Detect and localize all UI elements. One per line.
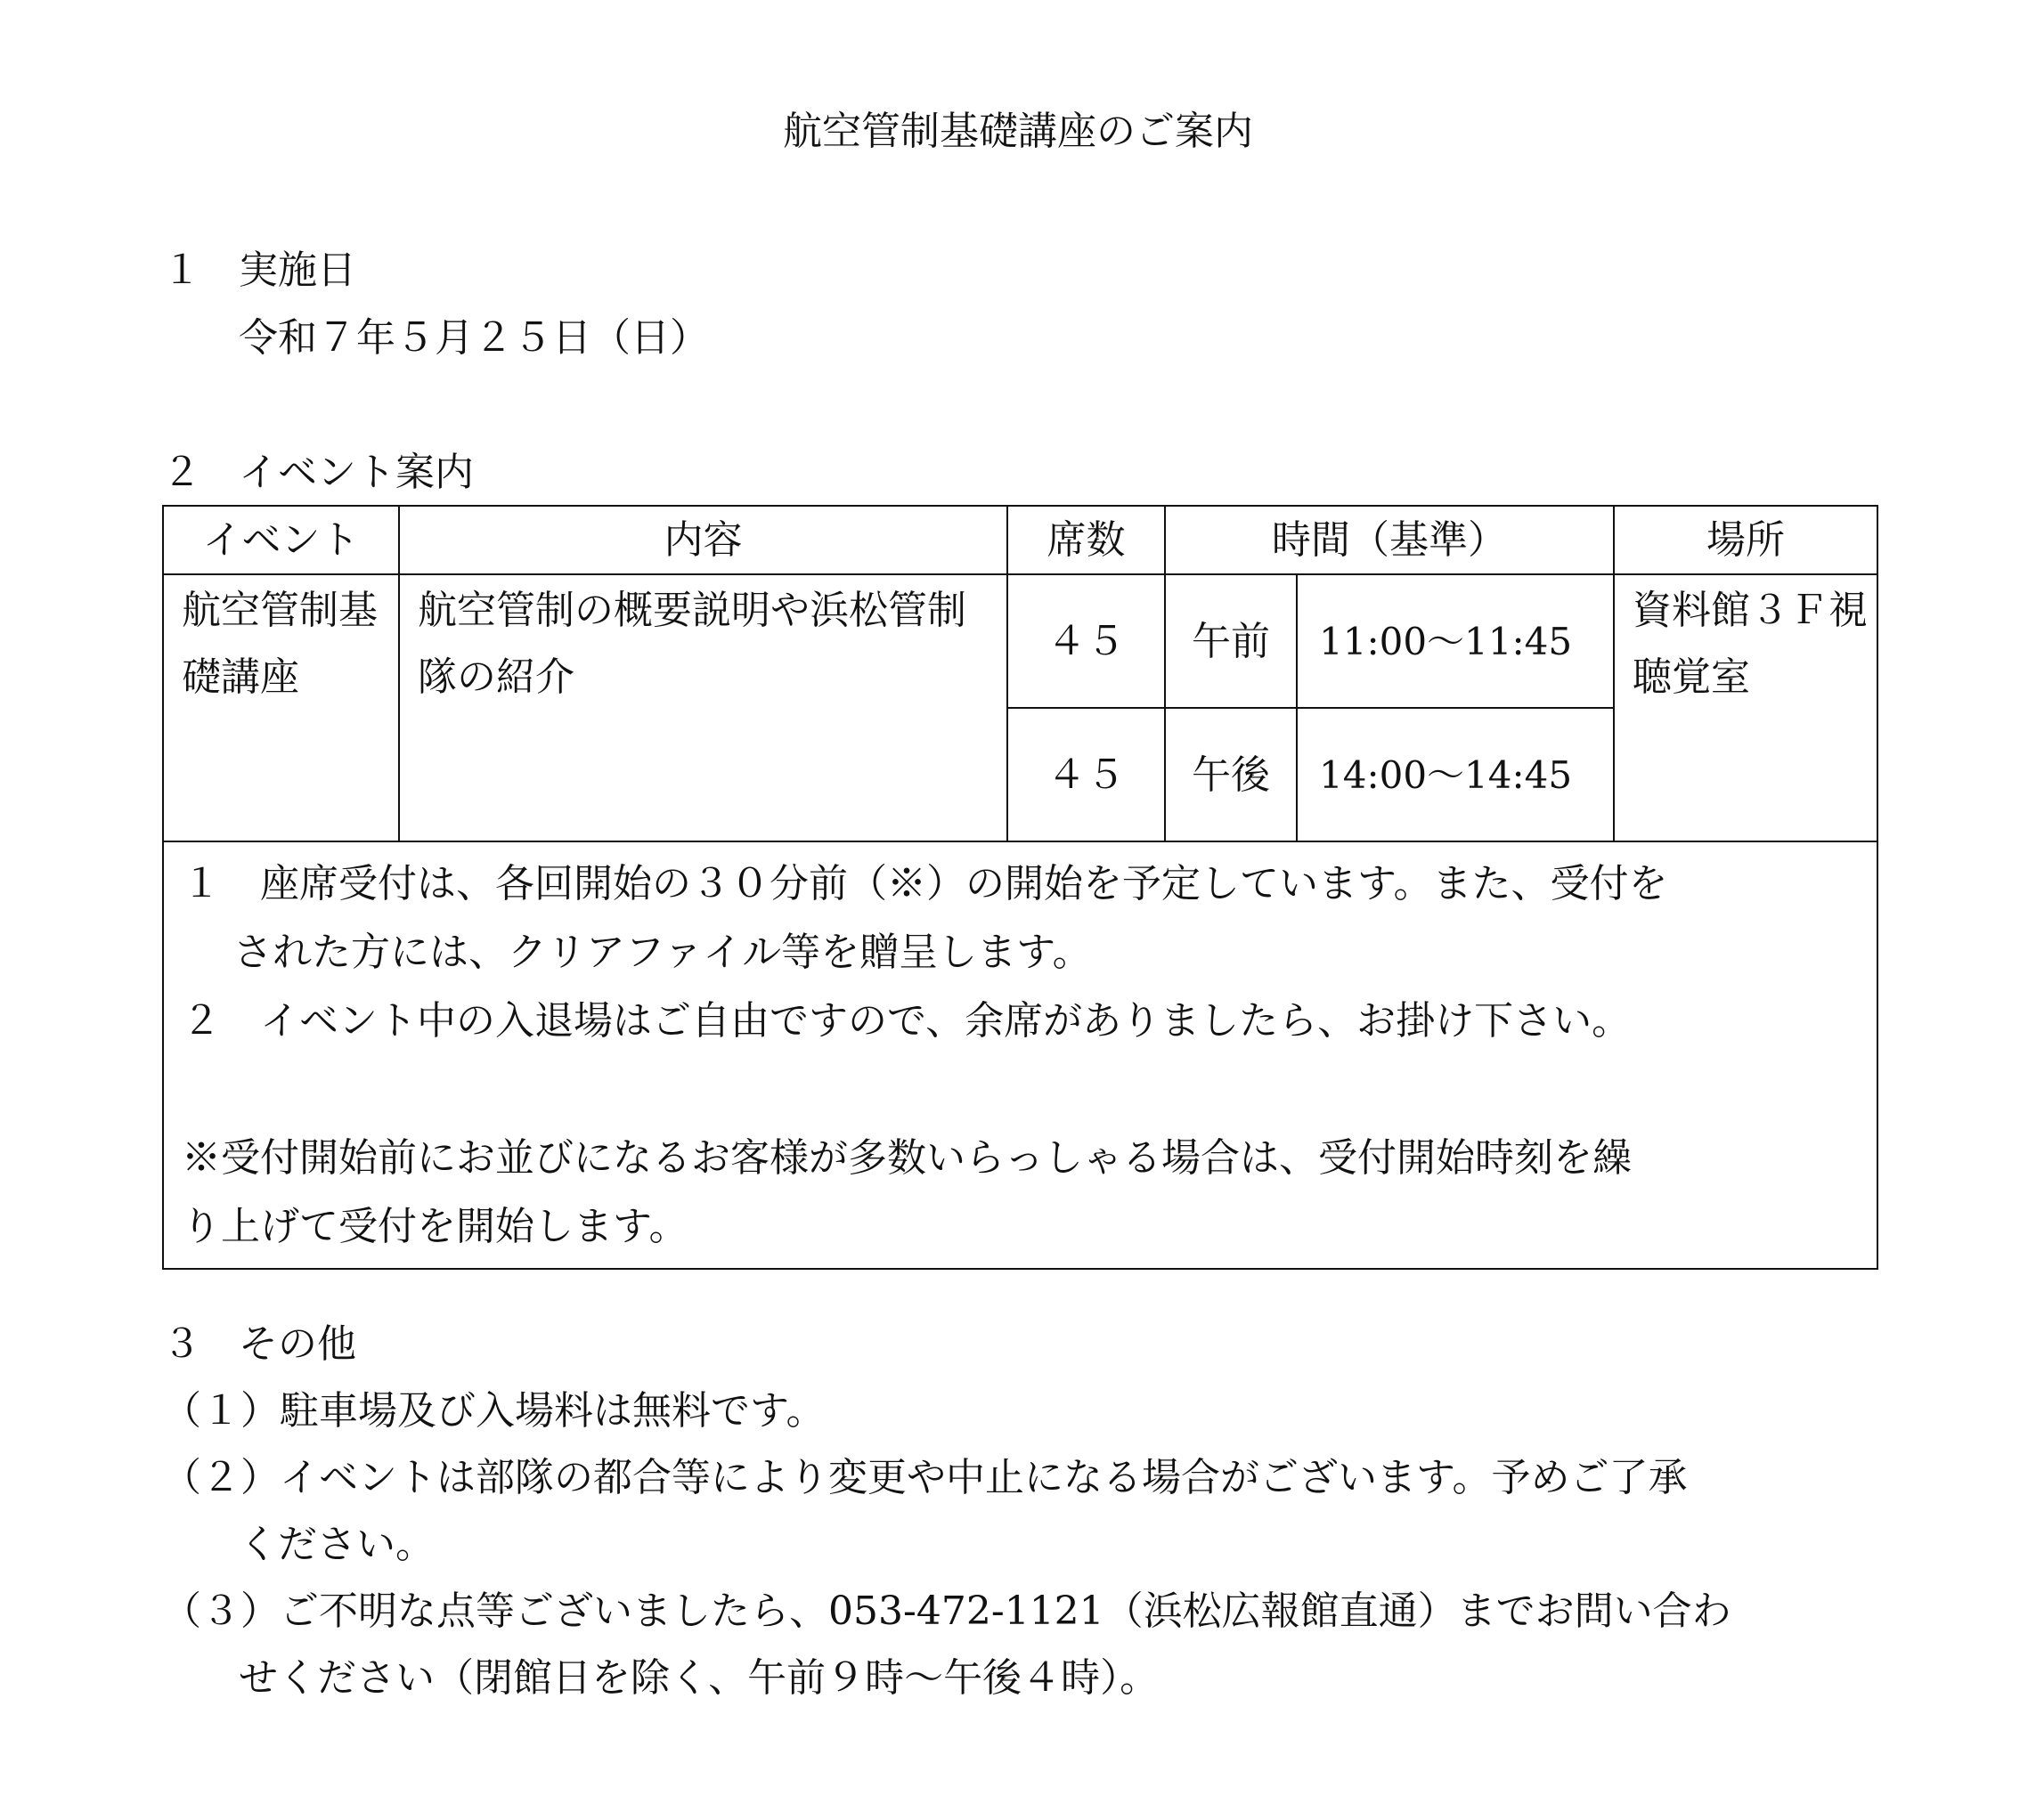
table-row [163, 574, 1877, 708]
time-cell: 11:00～11:45 [1297, 574, 1614, 708]
notes-cell [163, 841, 1877, 1269]
note-1-line-2: された方には、クリアファイル等を贈呈します。 [233, 930, 1092, 975]
section3-number: ３ [162, 1321, 201, 1367]
other-item-3-line-1: （３）ご不明な点等ございましたら、053-472-1121（浜松広報館直通）までお問い合わ [162, 1588, 1731, 1634]
note-1-line-1: １ 座席受付は、各回開始の３０分前（※）の開始を予定しています。また、受付を [182, 861, 1668, 906]
period-cell: 午前 [1165, 574, 1297, 708]
header-time: 時間（基準） [1165, 506, 1614, 574]
period-cell: 午後 [1165, 708, 1297, 841]
seats-cell: ４５ [1007, 574, 1165, 708]
place-cell: 資料館３Ｆ視聴覚室 [1614, 574, 1877, 841]
other-item-3-line-2: せください（閉館日を除く、午前９時～午後４時）。 [239, 1655, 1160, 1701]
other-item-2-line-1: （２）イベントは部隊の都合等により変更や中止になる場合がございます。予めご了承 [162, 1455, 1688, 1500]
asterisk-note-line-1: ※受付開始前にお並びになるお客様が多数いらっしゃる場合は、受付開始時刻を繰 [182, 1135, 1632, 1181]
event-name-cell: 航空管制基礎講座 [163, 574, 399, 841]
header-place: 場所 [1614, 506, 1877, 574]
table-header-row [163, 506, 1877, 574]
section2-heading: イベント案内 [239, 450, 474, 495]
event-date: 令和７年５月２５日（日） [239, 315, 709, 361]
note-spacer [182, 1055, 1859, 1124]
section3-heading: その他 [239, 1321, 356, 1367]
other-item-2-line-2: ください。 [239, 1522, 435, 1567]
section1-heading: 実施日 [239, 248, 356, 293]
table-notes-row [163, 841, 1877, 1269]
content-cell: 航空管制の概要説明や浜松管制隊の紹介 [399, 574, 1007, 841]
section2-number: ２ [162, 450, 201, 495]
asterisk-note-line-2: り上げて受付を開始します。 [182, 1204, 688, 1249]
seats-cell: ４５ [1007, 708, 1165, 841]
other-item-1: （１）駐車場及び入場料は無料です。 [162, 1388, 826, 1434]
header-seats: 席数 [1007, 506, 1165, 574]
note-2: ２ イベント中の入退場はご自由ですので、余席がありましたら、お掛け下さい。 [182, 998, 1632, 1044]
section1-number: １ [162, 248, 201, 293]
document-title: 航空管制基礎講座のご案内 [783, 109, 1253, 154]
header-event: イベント [163, 506, 399, 574]
time-cell: 14:00～14:45 [1297, 708, 1614, 841]
header-content: 内容 [399, 506, 1007, 574]
event-table [162, 505, 1878, 1270]
